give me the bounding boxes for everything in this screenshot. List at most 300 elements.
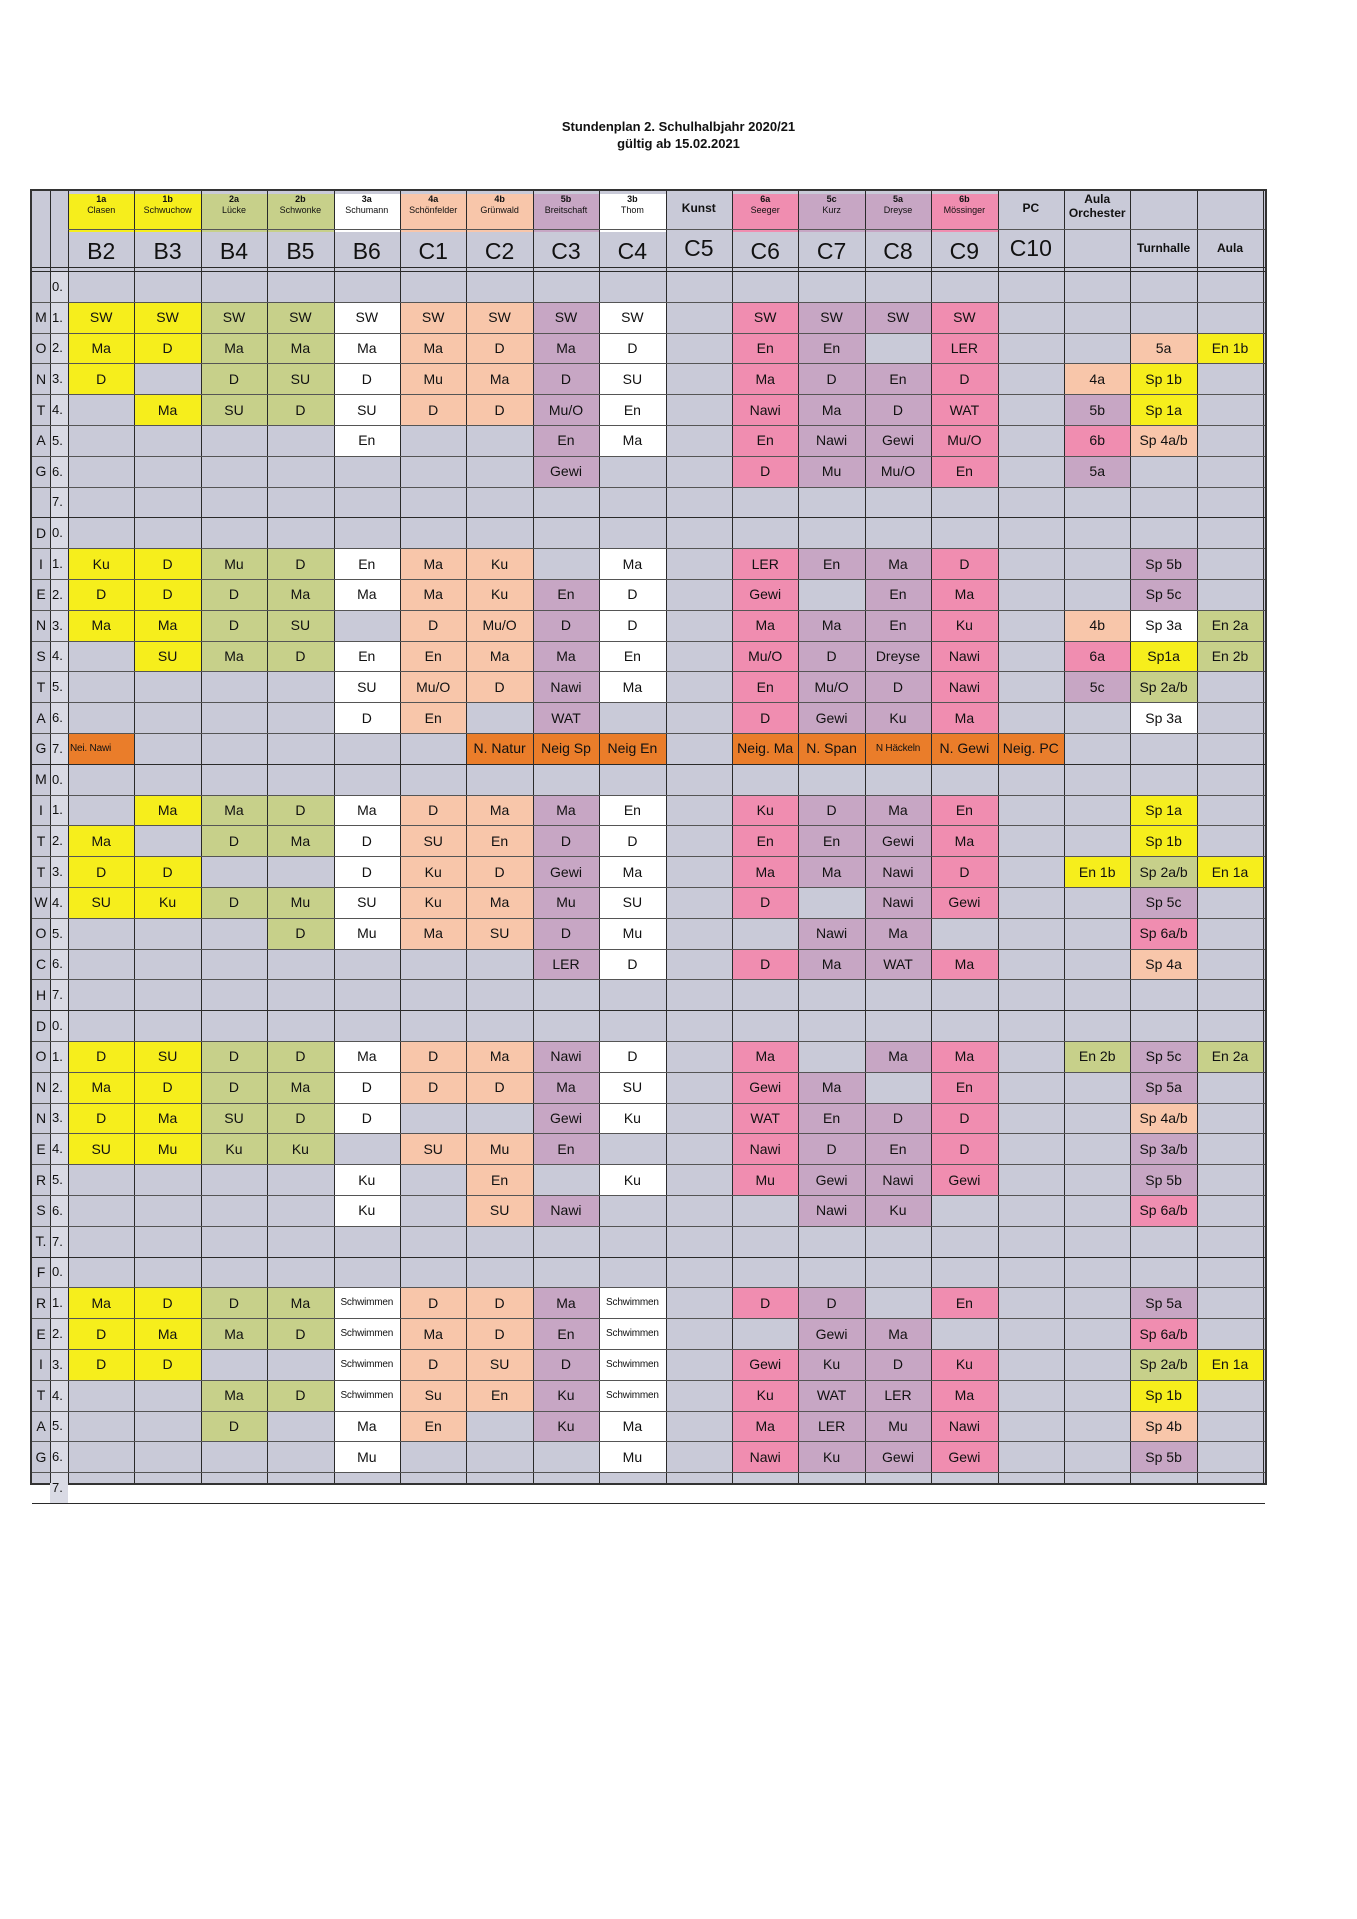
- lesson-cell: D: [599, 949, 665, 980]
- grid-line: [32, 1472, 1265, 1473]
- lesson-cell: En: [334, 548, 400, 579]
- grid-line: [201, 191, 202, 1483]
- lesson-cell: D: [267, 1041, 333, 1072]
- lesson-cell: Nawi: [931, 641, 997, 672]
- grid-line: [32, 333, 1265, 334]
- period-number: 3.: [50, 1349, 68, 1380]
- lesson-cell: Nei. Nawi: [68, 733, 134, 764]
- lesson-cell: Mu: [400, 363, 466, 394]
- lesson-cell: D: [201, 610, 267, 641]
- day-letter: M: [35, 309, 47, 326]
- title-line-2: gültig ab 15.02.2021: [617, 136, 740, 151]
- lesson-cell: SW: [267, 302, 333, 333]
- grid-line: [32, 1257, 1265, 1258]
- day-letter: I: [39, 555, 43, 572]
- grid-line: [400, 191, 401, 1483]
- lesson-cell: Schwimmen: [334, 1287, 400, 1318]
- grid-line: [32, 764, 1265, 765]
- lesson-cell: Schwimmen: [334, 1318, 400, 1349]
- lesson-cell: Ma: [599, 1411, 665, 1442]
- lesson-cell: Nawi: [798, 1195, 864, 1226]
- lesson-cell: Ma: [533, 641, 599, 672]
- lesson-cell: Ma: [732, 1041, 798, 1072]
- room-label: C4: [617, 238, 648, 264]
- lesson-cell: Ma: [400, 1318, 466, 1349]
- lesson-cell: Ma: [134, 394, 200, 425]
- room-label: B6: [352, 238, 381, 264]
- lesson-cell: Ma: [134, 1318, 200, 1349]
- grid-line: [32, 949, 1265, 950]
- lesson-cell: Nawi: [931, 1411, 997, 1442]
- lesson-cell: D: [334, 363, 400, 394]
- lesson-cell: En 2b: [1197, 641, 1263, 672]
- day-letter: N: [35, 1109, 47, 1126]
- lesson-cell: Ku: [732, 795, 798, 826]
- lesson-cell: 6b: [1064, 425, 1130, 456]
- lesson-cell: Sp 1b: [1130, 1380, 1196, 1411]
- class-label: 6b: [959, 194, 970, 204]
- lesson-cell: Schwimmen: [599, 1318, 665, 1349]
- day-letter: O: [35, 339, 47, 356]
- period-number: 7.: [50, 733, 68, 764]
- lesson-cell: SU: [334, 394, 400, 425]
- lesson-cell: En: [334, 641, 400, 672]
- lesson-cell: SW: [732, 302, 798, 333]
- lesson-cell: D: [931, 1103, 997, 1134]
- grid-line: [32, 487, 1265, 488]
- lesson-cell: Ma: [68, 825, 134, 856]
- lesson-cell: Sp 5a: [1130, 1072, 1196, 1103]
- lesson-cell: Mu: [732, 1164, 798, 1195]
- room-label: C5: [684, 235, 714, 261]
- lesson-cell: Ma: [267, 1072, 333, 1103]
- lesson-cell: Sp 5c: [1130, 579, 1196, 610]
- lesson-cell: D: [68, 1041, 134, 1072]
- day-letter: G: [35, 740, 47, 757]
- day-letter: G: [35, 463, 47, 480]
- lesson-cell: SU: [267, 610, 333, 641]
- lesson-cell: Gewi: [865, 425, 931, 456]
- lesson-cell: LER: [533, 949, 599, 980]
- lesson-cell: En: [798, 1103, 864, 1134]
- period-number: 6.: [50, 1441, 68, 1472]
- lesson-cell: Ma: [931, 1041, 997, 1072]
- lesson-cell: D: [533, 610, 599, 641]
- lesson-cell: Gewi: [798, 1318, 864, 1349]
- lesson-cell: Nawi: [732, 394, 798, 425]
- period-number: 5.: [50, 1164, 68, 1195]
- lesson-cell: D: [732, 949, 798, 980]
- teacher-label: Seeger: [750, 205, 780, 215]
- lesson-cell: Ma: [134, 1103, 200, 1134]
- lesson-cell: D: [865, 671, 931, 702]
- lesson-cell: Sp 5a: [1130, 1287, 1196, 1318]
- lesson-cell: Nawi: [533, 1195, 599, 1226]
- lesson-cell: Sp 2a/b: [1130, 856, 1196, 887]
- lesson-cell: Schwimmen: [599, 1287, 665, 1318]
- day-letter: T: [36, 401, 46, 418]
- day-letter: D: [35, 1017, 47, 1034]
- room-label: C3: [551, 238, 581, 264]
- lesson-cell: Ma: [599, 856, 665, 887]
- lesson-cell: D: [732, 887, 798, 918]
- lesson-cell: Neig. Ma: [732, 733, 798, 764]
- lesson-cell: D: [201, 1041, 267, 1072]
- day-letter: O: [35, 1048, 47, 1065]
- lesson-cell: D: [466, 1072, 532, 1103]
- lesson-cell: En: [732, 825, 798, 856]
- grid-line: [32, 641, 1265, 642]
- lesson-cell: D: [267, 548, 333, 579]
- room-label: C7: [816, 238, 847, 264]
- lesson-cell: Ma: [267, 825, 333, 856]
- period-number: 6.: [50, 456, 68, 487]
- period-number: 5.: [50, 918, 68, 949]
- lesson-cell: 4a: [1064, 363, 1130, 394]
- lesson-cell: Nawi: [865, 887, 931, 918]
- lesson-cell: Ma: [798, 610, 864, 641]
- lesson-cell: D: [732, 702, 798, 733]
- lesson-cell: Mu: [599, 918, 665, 949]
- period-number: 4.: [50, 394, 68, 425]
- day-letter: R: [35, 1171, 47, 1188]
- grid-line: [865, 191, 866, 1483]
- grid-line: [32, 1072, 1265, 1073]
- grid-line: [32, 302, 1265, 303]
- day-letter: I: [39, 1356, 43, 1373]
- lesson-cell: D: [267, 918, 333, 949]
- day-letter: T: [36, 832, 46, 849]
- period-number: 7.: [50, 979, 68, 1010]
- lesson-cell: D: [931, 856, 997, 887]
- lesson-cell: En: [798, 548, 864, 579]
- room-label: C9: [949, 238, 980, 264]
- lesson-cell: D: [865, 1349, 931, 1380]
- grid-line: [1130, 191, 1131, 1483]
- day-letter: S: [36, 647, 46, 664]
- lesson-cell: Ma: [533, 1072, 599, 1103]
- lesson-cell: Gewi: [931, 1164, 997, 1195]
- lesson-cell: Nawi: [798, 425, 864, 456]
- lesson-cell: Gewi: [533, 1103, 599, 1134]
- lesson-cell: Ku: [599, 1103, 665, 1134]
- lesson-cell: En 1b: [1064, 856, 1130, 887]
- lesson-cell: D: [400, 610, 466, 641]
- grid-line: [998, 191, 999, 1483]
- day-letter: C: [35, 955, 47, 972]
- lesson-cell: Nawi: [865, 856, 931, 887]
- class-label: 3b: [627, 194, 638, 204]
- teacher-label: Schumann: [345, 205, 389, 215]
- lesson-cell: Ma: [599, 548, 665, 579]
- lesson-cell: SU: [201, 1103, 267, 1134]
- lesson-cell: Mu: [267, 887, 333, 918]
- day-letter: G: [35, 1448, 47, 1465]
- lesson-cell: En 2b: [1064, 1041, 1130, 1072]
- lesson-cell: Sp 1a: [1130, 394, 1196, 425]
- lesson-cell: Sp 5c: [1130, 1041, 1196, 1072]
- lesson-cell: D: [201, 825, 267, 856]
- day-letter: T: [36, 863, 46, 880]
- lesson-cell: D: [334, 825, 400, 856]
- lesson-cell: D: [732, 456, 798, 487]
- lesson-cell: Mu: [533, 887, 599, 918]
- lesson-cell: D: [68, 579, 134, 610]
- teacher-label: Clasen: [87, 205, 116, 215]
- grid-line: [1197, 191, 1198, 1483]
- lesson-cell: Ma: [267, 333, 333, 364]
- lesson-cell: D: [334, 856, 400, 887]
- lesson-cell: En: [533, 425, 599, 456]
- lesson-cell: SW: [201, 302, 267, 333]
- lesson-cell: Ma: [400, 918, 466, 949]
- grid-line: [32, 1041, 1265, 1042]
- lesson-cell: D: [798, 1133, 864, 1164]
- lesson-cell: En: [732, 425, 798, 456]
- lesson-cell: D: [798, 795, 864, 826]
- lesson-cell: SW: [68, 302, 134, 333]
- day-letter: R: [35, 1294, 47, 1311]
- lesson-cell: D: [533, 825, 599, 856]
- period-number: 2.: [50, 825, 68, 856]
- lesson-cell: Ma: [931, 825, 997, 856]
- class-label: 5c: [826, 194, 837, 204]
- grid-line: [134, 191, 135, 1483]
- lesson-cell: Ma: [466, 1041, 532, 1072]
- lesson-cell: Gewi: [732, 1072, 798, 1103]
- lesson-cell: En: [466, 1380, 532, 1411]
- lesson-cell: D: [798, 1287, 864, 1318]
- lesson-cell: Gewi: [798, 702, 864, 733]
- lesson-cell: Ma: [931, 579, 997, 610]
- teacher-label: Lücke: [221, 205, 246, 215]
- grid-line: [32, 1503, 1265, 1504]
- lesson-cell: En 1a: [1197, 1349, 1263, 1380]
- lesson-cell: Ku: [466, 548, 532, 579]
- lesson-cell: SU: [466, 918, 532, 949]
- lesson-cell: En: [400, 1411, 466, 1442]
- lesson-cell: Mu: [599, 1441, 665, 1472]
- lesson-cell: SW: [400, 302, 466, 333]
- grid-line: [666, 191, 667, 1483]
- lesson-cell: N Häckeln: [865, 733, 931, 764]
- lesson-cell: En: [798, 333, 864, 364]
- lesson-cell: Ma: [931, 702, 997, 733]
- lesson-cell: Sp1a: [1130, 641, 1196, 672]
- lesson-cell: Ma: [732, 363, 798, 394]
- lesson-cell: Sp 3a: [1130, 702, 1196, 733]
- lesson-cell: Mu: [334, 1441, 400, 1472]
- period-number: 5.: [50, 425, 68, 456]
- period-number: 0.: [50, 517, 68, 548]
- lesson-cell: Ku: [267, 1133, 333, 1164]
- period-number: 2.: [50, 1072, 68, 1103]
- lesson-cell: Mu: [798, 456, 864, 487]
- lesson-cell: Neig Sp: [533, 733, 599, 764]
- lesson-cell: Sp 6a/b: [1130, 918, 1196, 949]
- period-number: 7.: [50, 1226, 68, 1257]
- document-title: [0, 118, 1357, 152]
- day-letter: N: [35, 1079, 47, 1096]
- lesson-cell: D: [865, 1103, 931, 1134]
- grid-line: [32, 825, 1265, 826]
- lesson-cell: Ku: [732, 1380, 798, 1411]
- lesson-cell: En: [466, 825, 532, 856]
- lesson-cell: Sp 2a/b: [1130, 671, 1196, 702]
- lesson-cell: Gewi: [798, 1164, 864, 1195]
- grid-line: [32, 394, 1265, 395]
- lesson-cell: D: [201, 887, 267, 918]
- lesson-cell: En: [732, 333, 798, 364]
- lesson-cell: Ma: [267, 1287, 333, 1318]
- lesson-cell: D: [267, 1318, 333, 1349]
- period-number: 1.: [50, 548, 68, 579]
- lesson-cell: SU: [134, 641, 200, 672]
- lesson-cell: Gewi: [865, 825, 931, 856]
- lesson-cell: En 2a: [1197, 1041, 1263, 1072]
- room-label: C2: [484, 238, 515, 264]
- day-letter: A: [36, 1417, 46, 1434]
- lesson-cell: Sp 5b: [1130, 1164, 1196, 1195]
- lesson-cell: Ma: [466, 363, 532, 394]
- period-number: 3.: [50, 856, 68, 887]
- lesson-cell: Ma: [931, 949, 997, 980]
- lesson-cell: D: [599, 333, 665, 364]
- lesson-cell: SU: [400, 1133, 466, 1164]
- lesson-cell: Ma: [865, 1318, 931, 1349]
- lesson-cell: Sp 4a/b: [1130, 425, 1196, 456]
- lesson-cell: D: [267, 795, 333, 826]
- class-label: 1b: [162, 194, 173, 204]
- grid-line: [32, 1195, 1265, 1196]
- lesson-cell: WAT: [865, 949, 931, 980]
- grid-line: [32, 548, 1265, 549]
- lesson-cell: En: [533, 579, 599, 610]
- grid-line: [32, 1411, 1265, 1412]
- lesson-cell: Ku: [533, 1411, 599, 1442]
- grid-line: [50, 191, 51, 1483]
- lesson-cell: Su: [400, 1380, 466, 1411]
- grid-line: [32, 425, 1265, 426]
- day-letter: D: [35, 524, 47, 541]
- lesson-cell: D: [134, 1072, 200, 1103]
- lesson-cell: LER: [732, 548, 798, 579]
- grid-line: [32, 1441, 1265, 1442]
- grid-line: [68, 191, 69, 1483]
- lesson-cell: D: [134, 1349, 200, 1380]
- teacher-label: Schwuchow: [143, 205, 192, 215]
- grid-line: [931, 191, 932, 1483]
- teacher-label: Breitschaft: [544, 205, 588, 215]
- lesson-cell: D: [466, 856, 532, 887]
- lesson-cell: Ma: [334, 579, 400, 610]
- lesson-cell: WAT: [732, 1103, 798, 1134]
- lesson-cell: D: [865, 394, 931, 425]
- period-number: 6.: [50, 1195, 68, 1226]
- lesson-cell: Ma: [599, 425, 665, 456]
- period-number: 2.: [50, 1318, 68, 1349]
- grid-line: [68, 229, 1265, 230]
- lesson-cell: SU: [134, 1041, 200, 1072]
- lesson-cell: Ma: [599, 671, 665, 702]
- lesson-cell: D: [334, 702, 400, 733]
- lesson-cell: Ma: [201, 1318, 267, 1349]
- lesson-cell: SU: [267, 363, 333, 394]
- day-letter: T: [36, 1387, 46, 1404]
- lesson-cell: Mu/O: [865, 456, 931, 487]
- period-number: 0.: [50, 764, 68, 795]
- lesson-cell: Schwimmen: [334, 1349, 400, 1380]
- grid-line: [32, 1349, 1265, 1350]
- lesson-cell: D: [599, 1041, 665, 1072]
- lesson-cell: Ma: [201, 795, 267, 826]
- lesson-cell: D: [134, 333, 200, 364]
- lesson-cell: Ma: [68, 1072, 134, 1103]
- lesson-cell: Neig En: [599, 733, 665, 764]
- room-label: B2: [87, 238, 116, 264]
- lesson-cell: D: [599, 610, 665, 641]
- lesson-cell: 4b: [1064, 610, 1130, 641]
- teacher-label: Kurz: [822, 205, 841, 215]
- room-label: Turnhalle: [1137, 241, 1191, 255]
- period-number: 2.: [50, 333, 68, 364]
- grid-line: [32, 1133, 1265, 1134]
- class-label: 1a: [96, 194, 107, 204]
- lesson-cell: 6a: [1064, 641, 1130, 672]
- lesson-cell: Ma: [201, 1380, 267, 1411]
- lesson-cell: Gewi: [931, 1441, 997, 1472]
- lesson-cell: D: [466, 333, 532, 364]
- lesson-cell: Ma: [865, 918, 931, 949]
- lesson-cell: SU: [68, 1133, 134, 1164]
- lesson-cell: En: [533, 1318, 599, 1349]
- teacher-label: Thom: [620, 205, 644, 215]
- teacher-label: Mössinger: [943, 205, 986, 215]
- lesson-cell: Ma: [400, 333, 466, 364]
- teacher-label: Grünwald: [480, 205, 519, 215]
- grid-line: [1263, 191, 1264, 1483]
- day-letter: I: [39, 801, 43, 818]
- room-label: Aula: [1216, 241, 1243, 255]
- lesson-cell: 5a: [1064, 456, 1130, 487]
- lesson-cell: 5c: [1064, 671, 1130, 702]
- grid-line: [32, 1010, 1265, 1011]
- lesson-cell: D: [533, 363, 599, 394]
- day-letter: E: [36, 586, 46, 603]
- lesson-cell: En: [334, 425, 400, 456]
- lesson-cell: D: [267, 641, 333, 672]
- lesson-cell: Ku: [400, 887, 466, 918]
- lesson-cell: D: [201, 1411, 267, 1442]
- lesson-cell: En: [865, 610, 931, 641]
- lesson-cell: En: [732, 671, 798, 702]
- period-number: 3.: [50, 1103, 68, 1134]
- lesson-cell: Ma: [400, 548, 466, 579]
- grid-line: [32, 887, 1265, 888]
- grid-line: [32, 267, 1265, 268]
- lesson-cell: Gewi: [732, 1349, 798, 1380]
- lesson-cell: D: [533, 918, 599, 949]
- lesson-cell: Ma: [865, 1041, 931, 1072]
- lesson-cell: Ma: [865, 548, 931, 579]
- lesson-cell: D: [466, 1318, 532, 1349]
- lesson-cell: Sp 3a: [1130, 610, 1196, 641]
- grid-line: [32, 271, 1265, 272]
- period-number: 6.: [50, 949, 68, 980]
- lesson-cell: D: [931, 548, 997, 579]
- grid-line: [32, 733, 1265, 734]
- lesson-cell: SU: [599, 1072, 665, 1103]
